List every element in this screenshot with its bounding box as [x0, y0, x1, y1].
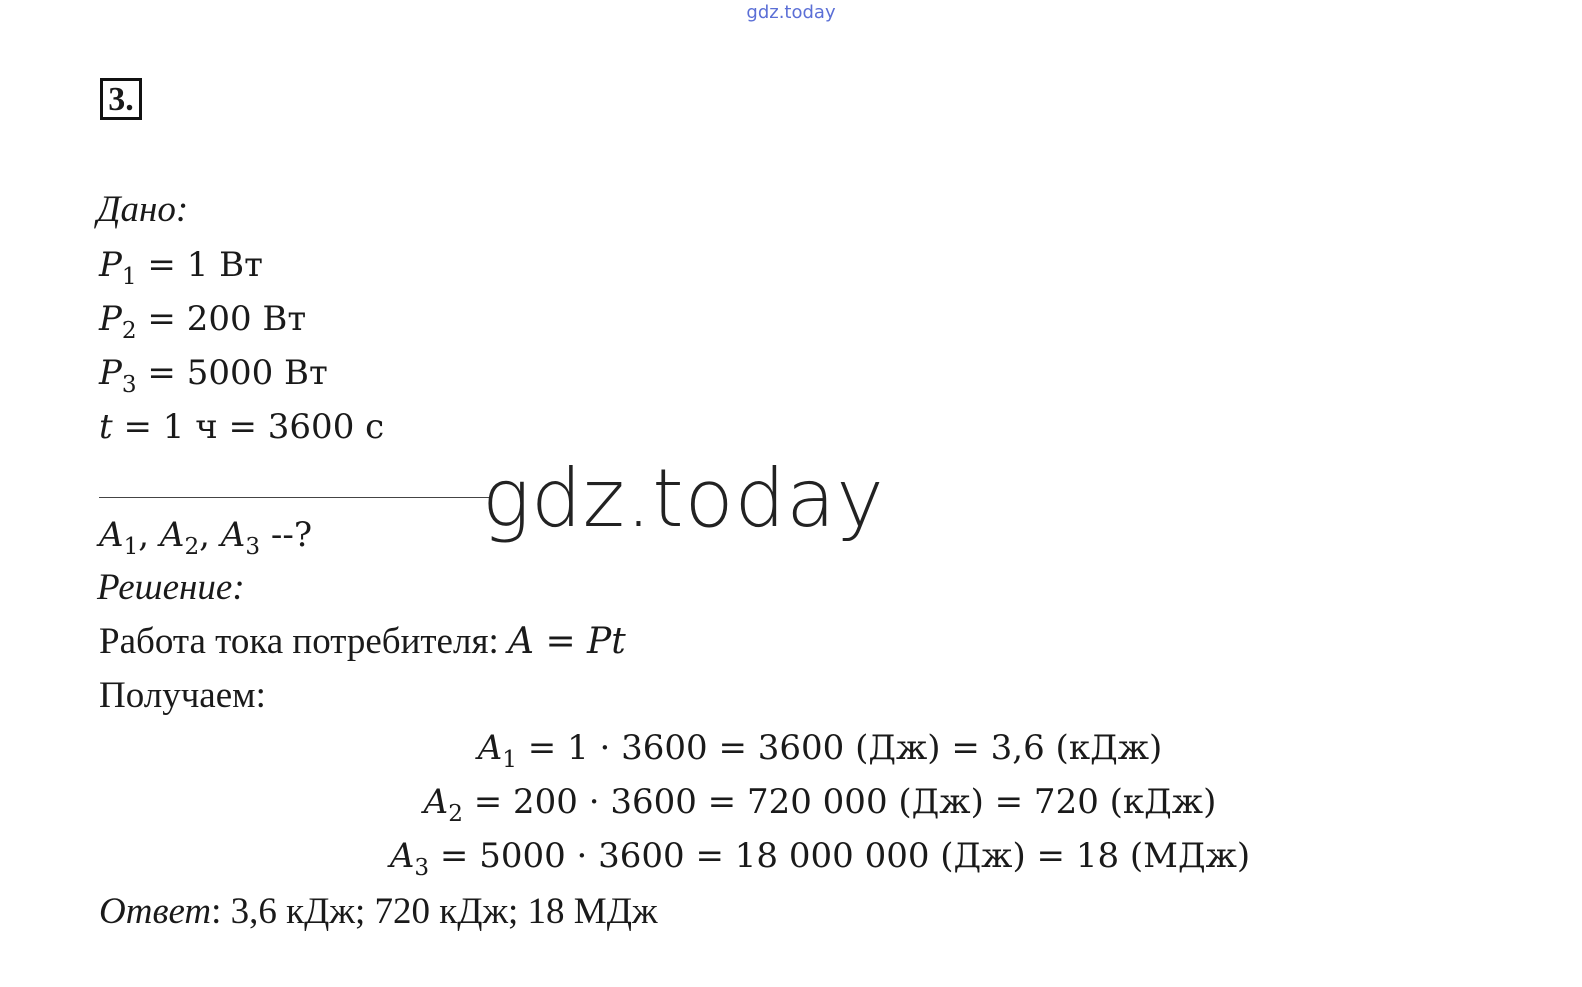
equation-a3: $A_3 = 5000 \cdot 3600 = 18$ 000 000 (Дж) = 18 (МДж) [389, 836, 1251, 882]
equation-a1: $A_1 = 1 \cdot 3600 = 3600$ (Дж) = 3,6 (кДж) [477, 728, 1163, 774]
equation-a2: $A_2 = 200 \cdot 3600 = 720$ 000 (Дж) = 720 (кДж) [423, 782, 1217, 828]
answer-label: Ответ [99, 891, 212, 932]
task-number: 3. [100, 78, 142, 120]
answer-text: : 3,6 кДж; 720 кДж; 18 МДж [211, 891, 658, 932]
given-p3: $P_3 = 5000$ Вт [99, 353, 328, 399]
find-line: $A_1$, $A_2$, $A_3$ --? [99, 515, 313, 561]
given-heading: Дано: [97, 189, 189, 230]
watermark-center: gdz.today [482, 452, 885, 545]
solution-intro: Получаем: [99, 675, 266, 716]
solution-heading: Решение: [97, 567, 245, 608]
given-divider [99, 497, 489, 498]
given-time: t = 1 ч = 3600 с [99, 407, 385, 447]
watermark-top: gdz.today [746, 2, 836, 23]
answer-line [99, 890, 658, 933]
solution-formula-line: Работа тока потребителя: A = Pt [99, 621, 626, 662]
given-p2: $P_2 = 200$ Вт [99, 299, 307, 345]
given-p1: $P_1 = 1$ Вт [99, 245, 263, 291]
